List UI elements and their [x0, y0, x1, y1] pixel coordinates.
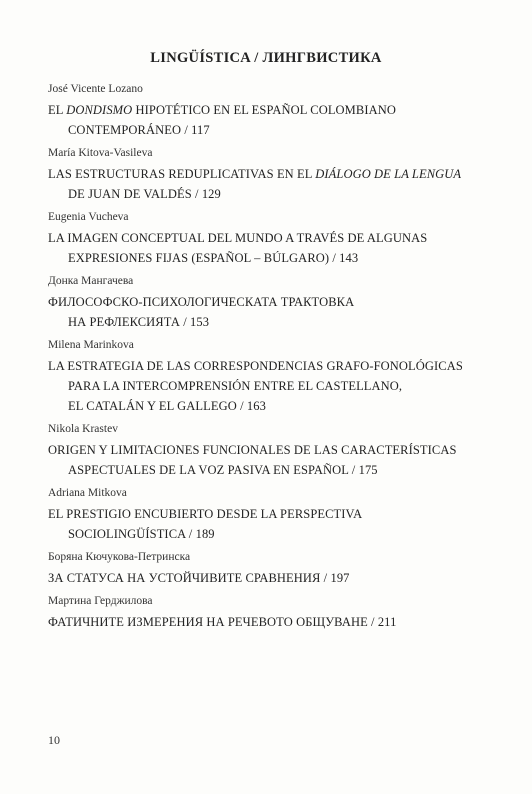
- entry-author: María Kitova-Vasileva: [48, 147, 153, 159]
- toc-entry: [48, 594, 498, 632]
- title-line: EL PRESTIGIO ENCUBIERTO DESDE LA PERSPECTIVA: [48, 507, 363, 521]
- entry-title: [48, 612, 498, 632]
- entry-title: [48, 228, 498, 268]
- entry-title: [48, 504, 498, 544]
- toc-entry: [48, 486, 498, 544]
- toc-entry: [48, 338, 498, 416]
- title-line: EXPRESIONES FIJAS (ESPAÑOL – BÚLGARO) / 143: [68, 251, 359, 265]
- title-line: EL DONDISMO HIPOTÉTICO EN EL ESPAÑOL COLOMBIANO: [48, 103, 396, 117]
- entry-title: [48, 440, 498, 480]
- title-line: SOCIOLINGÜÍSTICA / 189: [68, 527, 215, 541]
- toc-entry: [48, 210, 498, 268]
- title-line: LAS ESTRUCTURAS REDUPLICATIVAS EN EL DIÁLOGO DE LA LENGUA: [48, 167, 462, 181]
- entry-author: Nikola Krastev: [48, 423, 118, 435]
- title-line: ФИЛОСОФСКО-ПСИХОЛОГИЧЕСКАТА ТРАКТОВКА: [48, 295, 355, 309]
- entry-author: Боряна Кючукова-Петринска: [48, 551, 191, 563]
- toc-entry: [48, 550, 498, 588]
- title-line: ORIGEN Y LIMITACIONES FUNCIONALES DE LAS CARACTERÍSTICAS: [48, 443, 457, 457]
- toc-entry: [48, 146, 498, 204]
- title-italic: DIÁLOGO DE LA LENGUA: [315, 167, 462, 181]
- entry-title: [48, 292, 498, 332]
- title-line: CONTEMPORÁNEO / 117: [68, 123, 210, 137]
- entry-author: Донка Мангачева: [48, 275, 134, 287]
- entry-title: [48, 100, 498, 140]
- toc-entry: [48, 422, 498, 480]
- title-line: PARA LA INTERCOMPRENSIÓN ENTRE EL CASTELLANO,: [68, 379, 403, 393]
- toc-entry: [48, 82, 498, 140]
- entry-author: Adriana Mitkova: [48, 487, 127, 499]
- title-line: ФАТИЧНИТЕ ИЗМЕРЕНИЯ НА РЕЧЕВОТО ОБЩУВАНЕ / 211: [48, 615, 397, 629]
- entry-title: [48, 568, 498, 588]
- title-italic: DONDISMO: [66, 103, 133, 117]
- entry-author: José Vicente Lozano: [48, 83, 143, 95]
- toc-entry: [48, 274, 498, 332]
- title-line: LA IMAGEN CONCEPTUAL DEL MUNDO A TRAVÉS DE ALGUNAS: [48, 231, 428, 245]
- title-line: DE JUAN DE VALDÉS / 129: [68, 187, 221, 201]
- table-of-contents: [48, 82, 498, 638]
- page-number: 10: [48, 733, 60, 747]
- title-line: ASPECTUALES DE LA VOZ PASIVA EN ESPAÑOL / 175: [68, 463, 378, 477]
- entry-title: [48, 164, 498, 204]
- entry-author: Milena Marinkova: [48, 339, 134, 351]
- entry-author: Eugenia Vucheva: [48, 211, 129, 223]
- title-line: LA ESTRATEGIA DE LAS CORRESPONDENCIAS GRAFO-FONOLÓGICAS: [48, 359, 463, 373]
- title-line: EL CATALÁN Y EL GALLEGO / 163: [68, 399, 266, 413]
- title-line: ЗА СТАТУСА НА УСТОЙЧИВИТЕ СРАВНЕНИЯ / 197: [48, 571, 350, 585]
- title-line: НА РЕФЛЕКСИЯТА / 153: [68, 315, 210, 329]
- entry-author: Мартина Герджилова: [48, 595, 153, 607]
- section-heading: LINGÜÍSTICA / ЛИНГВИСТИКА: [150, 50, 382, 66]
- entry-title: [48, 356, 498, 416]
